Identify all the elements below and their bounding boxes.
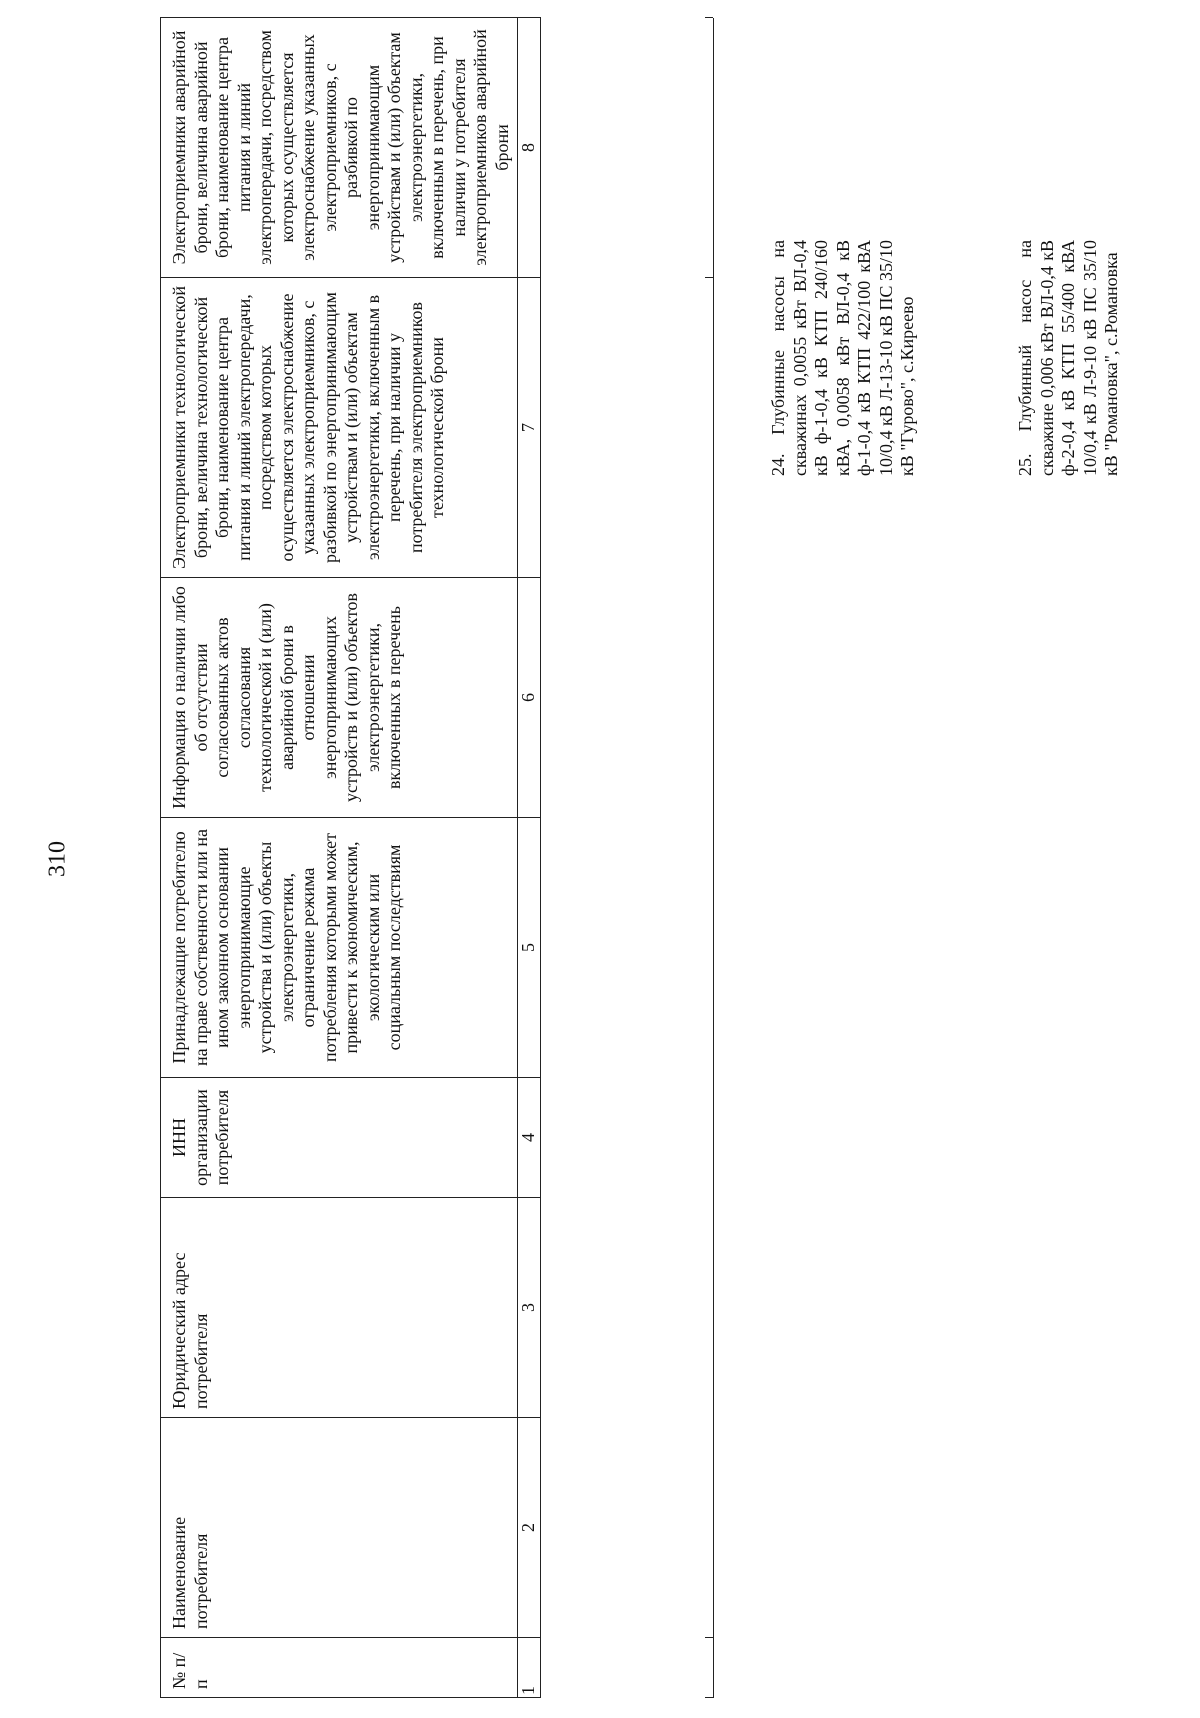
rotated-document-content [160,18,1121,1698]
list-item [768,240,919,476]
entry-number: 25. [1015,453,1035,476]
column-number-3: 3 [518,1198,541,1418]
page-number: 310 [44,841,71,877]
header-col-1: № п/п [161,1638,518,1698]
column-number-6: 6 [518,578,541,818]
header-col-8: Электроприемники аварийной брони, величина аварийной брони, наименование центра питания и линий электропередачи, посредством которых осуществляется электроснабжение указанных электроприемников, с разбивкой по энергопринимающим устройствам и (или) объектам электроэнергетики, включенным в перечень, при наличии у потребителя электроприемников аварийной брони [161,18,518,278]
column-number-1: 1 [518,1638,541,1698]
continuation-separator [705,277,713,278]
header-col-5: Принадлежащие потребителю на праве собственности или на ином законном основании энергопринимающие устройства и (или) объекты электроэнергетики, ограничение режима потребления которыми может привести к экономическим, экологическим или социальным последствиям [161,818,518,1078]
header-col-2: Наименование потребителя [161,1418,518,1638]
header-col-3: Юридический адрес потребителя [161,1198,518,1418]
entry-text: Глубинный насос на скважине 0,006 кВт ВЛ-0,4 кВ ф-2-0,4 кВ КТП 55/400 кВА 10/0,4 кВ Л-9-10 кВ ПС 35/10 кВ "Романовка", с.Романовка [1015,240,1121,476]
header-col-4: ИНН организации потребителя [161,1078,518,1198]
continuation-separator [705,1637,713,1638]
entry-text: Глубинные насосы на скважинах 0,0055 кВт ВЛ-0,4 кВ ф-1-0,4 кВ КТП 240/160 кВА, 0,0058 кВт ВЛ-0,4 кВ ф-1-0,4 кВ КТП 422/100 кВА 10/0,4 кВ Л-13-10 кВ ПС 35/10 кВ "Гурово", с.Киреево [768,239,917,476]
header-table [160,17,541,1698]
column-number-8: 8 [518,18,541,278]
entry-number: 24. [768,453,788,476]
column-number-4: 4 [518,1078,541,1198]
continuation-separator [705,1697,713,1698]
header-col-6: Информация о наличии либо об отсутствии согласованных актов согласования технологической и (или) аварийной брони в отношении энергопринимающих устройств и (или) объектов электроэнергетики, включенных в перечень [161,578,518,818]
continuation-separator [705,17,713,18]
header-col-7: Электроприемники технологической брони, величина технологической брони, наименование центра питания и линий электропередачи, посредством которых осуществляется электроснабжение указанных электроприемников, с разбивкой по энергопринимающим устройствам и (или) объектам электроэнергетики, включенным в перечень, при наличии у потребителя электроприемников технологической брони [161,278,518,578]
header-row [161,18,518,1698]
column-number-2: 2 [518,1418,541,1638]
column-number-5: 5 [518,818,541,1078]
list-item [1015,240,1123,476]
column-number-7: 7 [518,278,541,578]
column-number-row [518,18,541,1698]
continuation-line [713,18,714,1698]
